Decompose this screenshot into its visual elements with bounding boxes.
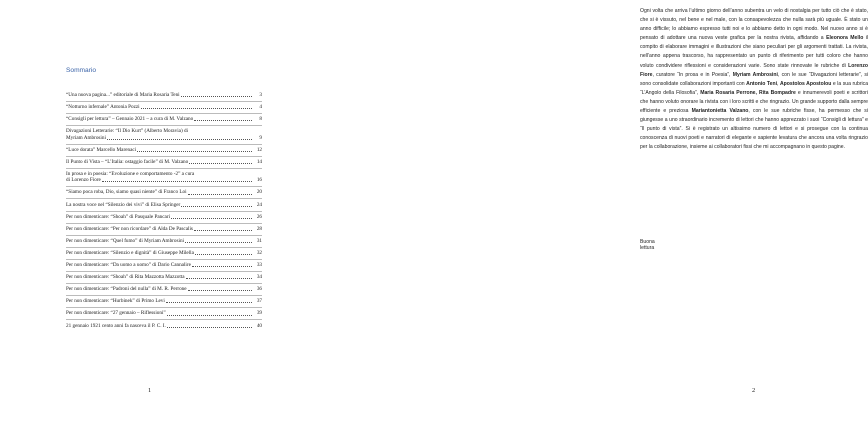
left-page [0,0,300,424]
toc-separator [66,307,262,308]
toc-page-number: 37 [256,298,262,305]
toc-leader [171,218,252,219]
toc-leader [194,120,252,121]
toc-leader [102,181,252,182]
toc-leader [188,290,252,291]
toc-entry[interactable] [66,250,262,256]
toc-page-number: 4 [259,104,262,111]
toc-separator [66,295,262,296]
toc-entry[interactable] [66,104,262,110]
toc-separator [66,235,262,236]
toc-page-number: 8 [259,116,262,123]
toc-heading: Sommario [66,67,97,74]
toc-entry[interactable] [66,189,262,195]
toc-entry-title: Per non dimenticare: “Padroni del nulla” di M. R. Perrone [66,286,187,293]
right-page [300,0,868,424]
toc-entry-title: Per non dimenticare: “Da uomo a uomo” di Dario Cannalire [66,262,191,269]
toc-entry-title: “Una nuova pagina...” editoriale di Maria Rosaria Teni [66,92,180,98]
toc-entry[interactable] [66,116,262,122]
toc-separator [66,186,262,187]
toc-page-number: 31 [256,237,262,244]
toc-entry[interactable] [66,262,262,268]
toc-leader [107,139,252,140]
toc-entry-title: Per non dimenticare: “Shoah” di Pasquale Pancari [66,213,171,220]
editorial-segment: Ogni volta che arriva l’ultimo giorno dell’anno subentra un velo di nostalgia per tutto ciò che è stato, che si è vissuto, nel bene e nel male, con la consapevolezza che nulla sarà più uguale. È stato un anno difficile; lo abbiamo espresso tutti noi e lo abbiamo detto in ogni modo. Nel nuovo anno si è pensato di adottare una nuova veste grafica per la nostra rivista, affidando a [640,8,868,42]
toc-separator [66,247,262,248]
toc-separator [66,319,262,320]
toc-entry[interactable] [66,298,262,304]
toc-entry-title: Per non dimenticare: “Hurbinek” di Primo Levi [66,298,165,305]
toc-entry-title: 21 gennaio 1921 cento anni fa nasceva il P. C. I. [66,322,166,329]
toc-entry[interactable] [66,226,262,232]
highlighted-name: Mariantonietta Valzano [691,108,749,115]
toc-entry[interactable] [66,323,262,329]
toc-leader [167,315,252,316]
toc-entry-title: “Luce dorata” Marcello Marenaci [66,146,137,153]
toc-page-number: 36 [256,286,262,293]
toc-leader [189,163,252,164]
toc-leader [188,194,252,195]
toc-page-number: 40 [256,322,262,329]
toc-page-number: 14 [256,158,262,165]
left-page-number: 1 [148,387,152,394]
toc-entry[interactable] [66,214,262,220]
toc-page-number: 39 [256,310,262,317]
toc-leader [141,108,252,109]
toc-separator [66,259,262,260]
toc-page-number: 32 [256,249,262,256]
toc-leader [192,266,252,267]
toc-entry[interactable] [66,159,262,165]
closing-line: Buona lettura [640,239,655,251]
toc-leader [195,254,252,255]
toc-page-number: 12 [256,146,262,153]
toc-entry-title: Il Punto di Vista – “L’Italia: ostaggio facile” di M. Valzano [66,158,189,165]
toc-entry-title: “Siamo poca roba, Dio, siamo quasi niente” di Franco Loi [66,189,187,196]
toc-separator [66,125,262,126]
toc-page-number: 34 [256,274,262,281]
toc-page-number: 16 [256,177,262,184]
toc-entry-title: In prosa e in poesia: “Evoluzione e comportamento -2” a cura [66,170,195,177]
toc-entry-title: Per non dimenticare: “27 gennaio – Riflessioni” [66,310,166,317]
toc-entry-title: La nostra voce nel “Silenzio dei vivi” di Elisa Springer [66,201,181,208]
toc-separator [66,223,262,224]
toc-separator [66,198,262,199]
toc-entry-title: “Notturno infernale” Antonia Pozzi [66,104,140,111]
toc-entry-title: Per non dimenticare: “Quel fumo” di Myriam Ambrosini [66,237,184,244]
toc-leader [181,206,252,207]
toc-leader [137,151,252,152]
toc-page-number: 20 [256,189,262,196]
highlighted-name: Maria Rosaria Perrone, Rita Bompadre [700,89,796,96]
toc-entry[interactable] [66,274,262,280]
editorial-segment: , con le sue rubriche fisse, ha permesso che si giungesse a uno straordinario incremento di lettori che hanno apprezzato i suoi “Consigli di lettura” e “Il punto di vista”. Si è registrato un altissimo numero di lettori e si prosegue con la continua conoscenza di nuovi poeti e narratori di elegante e sapiente levatura che ancora una volta ringrazio per la collaborazione, insieme ai collaboratori fissi che mi accompagnano in questo pagine. [640,108,868,151]
toc-entry-title: Per non dimenticare: “Shoah” di Rita Mazzotta Mazzotta [66,274,185,281]
highlighted-name: Myriam Ambrosini [732,71,778,78]
toc-separator [66,113,262,114]
toc-entry-title: Per non dimenticare: “Per non ricordare” di Alda De Pascalis [66,225,193,232]
toc-entry[interactable] [66,92,262,98]
toc-leader [181,96,252,97]
toc-page-number: 3 [259,92,262,98]
highlighted-name: Apostolos Apostolou [779,80,832,87]
toc-entry[interactable] [66,238,262,244]
toc-leader [185,242,252,243]
toc-entry-title-cont: Myriam Ambrosini [66,134,106,141]
table-of-contents [66,92,262,329]
editorial-segment: , curatore “In prosa e in Poesia”, [652,71,731,78]
toc-leader [186,278,252,279]
editorial-segment: il compito di elaborare immagini e illustrazioni che siano peculiari per gli argomenti trattati. La rivista, nell’anno appena trascorso, ha rappresentato un punto di riferimento per tutti coloro che hanno voluto condividere riflessioni e considerazioni varie. Sono state rinnovate le rubriche di [640,35,868,69]
toc-leader [167,327,252,328]
toc-entry-title: Per non dimenticare: “Silenzio e dignità” di Giuseppe Milella [66,249,194,256]
toc-separator [66,156,262,157]
toc-separator [66,283,262,284]
editorial-segment: e la sua rubrica “L’Angolo della Filosofia”, [640,80,868,96]
toc-page-number: 33 [256,262,262,269]
highlighted-name: Eleonora Mello [826,35,864,42]
toc-entry[interactable] [66,147,262,153]
right-page-number: 2 [752,387,756,394]
editorial-segment: , [777,80,779,87]
toc-entry[interactable] [66,202,262,208]
editorial-text [640,7,868,153]
toc-entry[interactable] [66,310,262,316]
editorial-segment: , con le sue “Divagazioni letterarie”, si sono consolidate collaborazioni importanti con [640,71,868,87]
toc-entry-title: “Consigli per lettura” – Gennaio 2021 – a cura di M. Valzano [66,116,194,123]
toc-page-number: 9 [259,134,262,141]
toc-page-number: 26 [256,213,262,220]
toc-separator [66,271,262,272]
toc-leader [166,302,252,303]
toc-separator [66,211,262,212]
toc-entry[interactable] [66,128,262,141]
toc-entry-title-cont: di Lorenzo Fiore [66,177,101,184]
toc-separator [66,144,262,145]
toc-entry-title: Divagazioni Letterarie: “Il Dio Kurt” (Alberto Moravia) di [66,128,189,135]
highlighted-name: Antonio Teni [746,80,777,87]
editorial-segment: e innumerevoli poeti e scrittori che hanno voluto onorare la rivista con i loro scritti e che ringrazio. Un grande supporto dalla sempre efficiente e preziosa [640,89,868,115]
toc-entry[interactable] [66,286,262,292]
toc-leader [194,230,252,231]
toc-page-number: 24 [256,201,262,208]
toc-page-number: 28 [256,225,262,232]
toc-entry[interactable] [66,171,262,184]
toc-separator [66,168,262,169]
highlighted-name: Lorenzo Fiore [640,62,868,78]
toc-separator [66,101,262,102]
